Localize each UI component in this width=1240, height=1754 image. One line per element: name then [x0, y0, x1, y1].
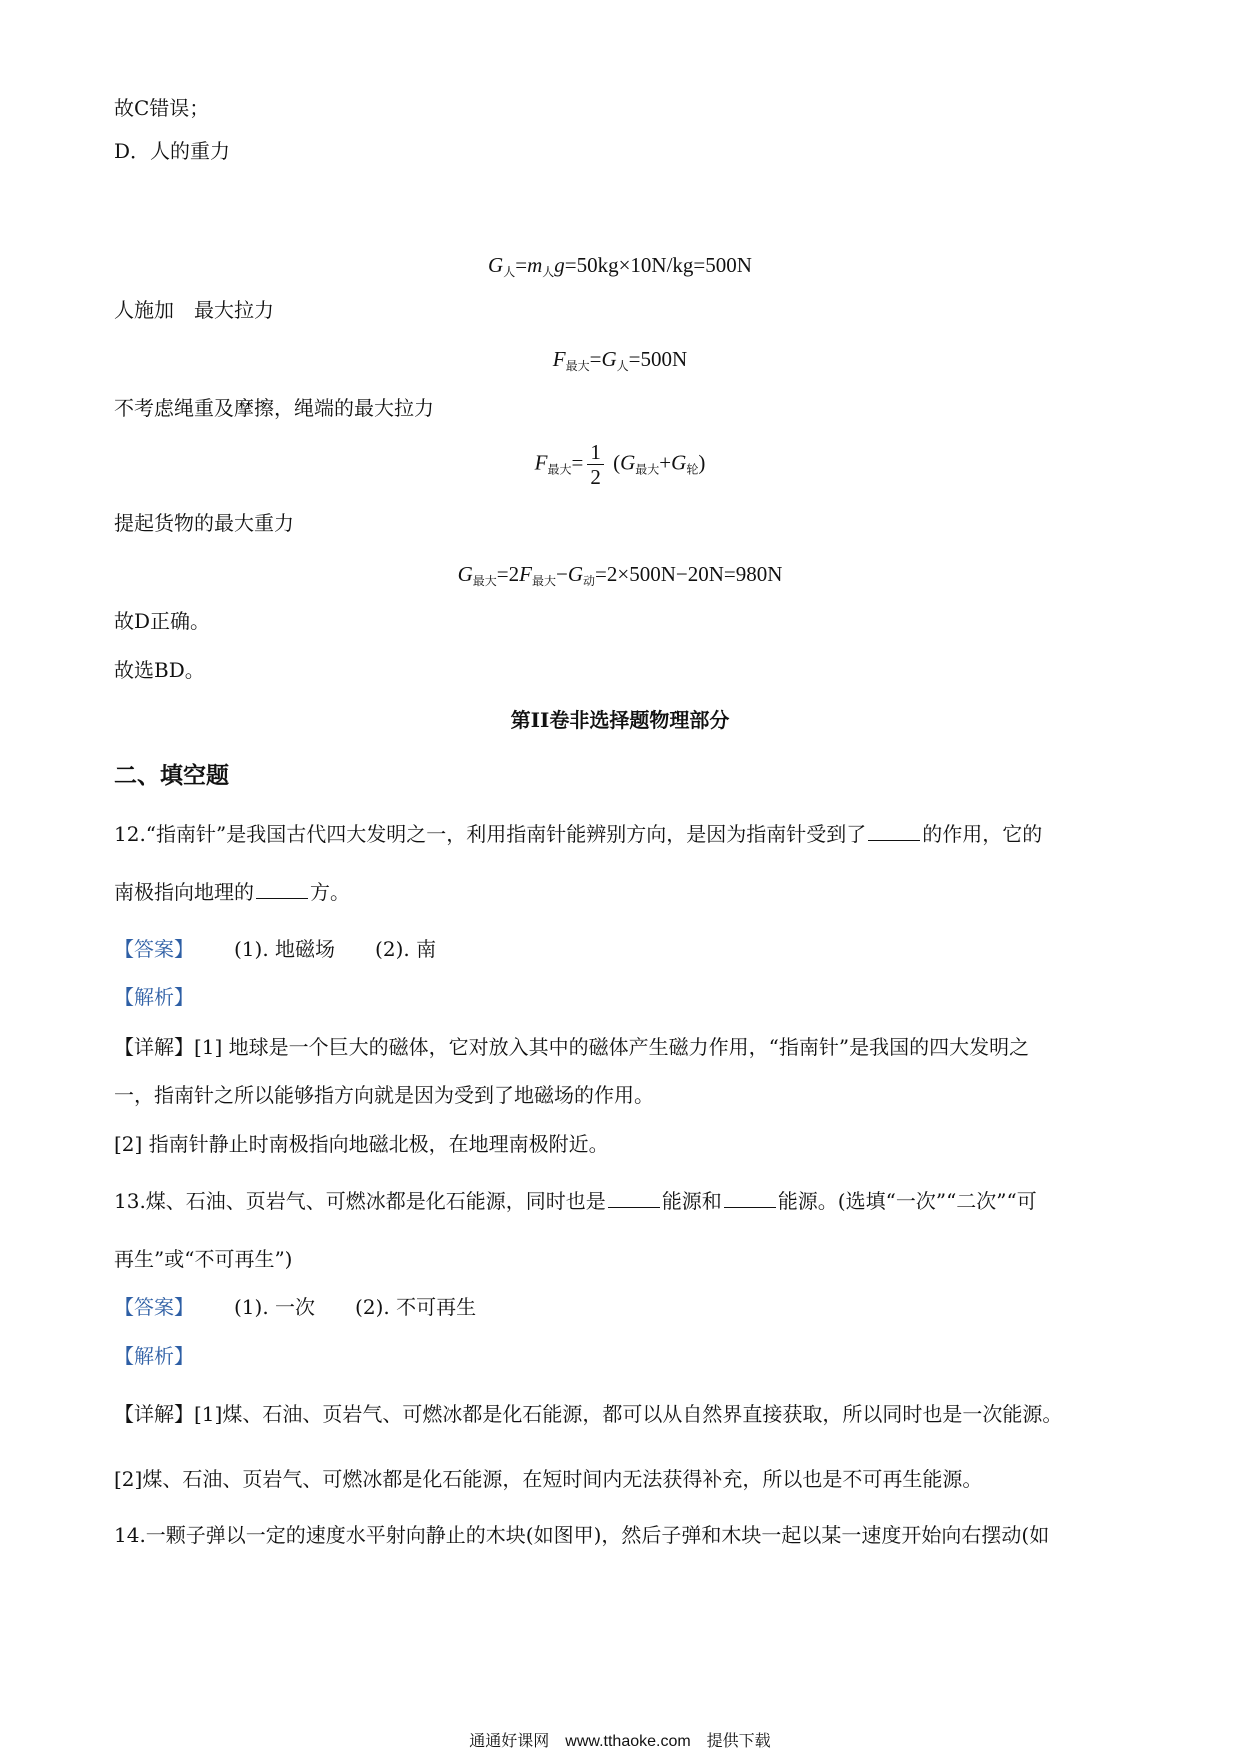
q14-line-1: 14.一颗子弹以一定的速度水平射向静止的木块(如图甲)，然后子弹和木块一起以某一速度开始向右摆动(如 [114, 1523, 1050, 1547]
q12-detail-3: [2] 指南针静止时南极指向地磁北极，在地理南极附近。 [114, 1132, 609, 1156]
formula-g-max: $G_{最大}=2F_{最大}-G_动=2\times 500N-20N=980N$ [457, 562, 783, 588]
blank-1 [868, 822, 920, 841]
blank-2 [256, 880, 308, 899]
formula-gravity-person: $G_人=m_人g=50kg\times 10N/kg=500N$ [488, 253, 752, 279]
fraction-one-half: $\frac{1}{2}$ [587, 440, 604, 489]
text-d-label: D．人的重力 [114, 139, 231, 163]
text-max-pull: 人施加 最大拉力 [114, 298, 274, 322]
part-two-title: 第II卷非选择题物理部分 [510, 708, 730, 732]
q13-analysis-label: 【解析】 [114, 1344, 194, 1368]
q12-line-2: 南极指向地理的 方。 [114, 880, 350, 904]
text-no-friction: 不考虑绳重及摩擦，绳端的最大拉力 [114, 396, 434, 420]
q13-line-1: 13.煤、石油、页岩气、可燃冰都是化石能源，同时也是 能源和 能源。(选填“一次”“二次”“可 [114, 1189, 1037, 1213]
answer-label: 【答案】 [114, 1295, 194, 1319]
q13-detail-1: 【详解】[1]煤、石油、页岩气、可燃冰都是化石能源，都可以从自然界直接获取，所以同时也是一次能源。 [114, 1402, 1063, 1426]
section-fill-blank: 二、填空题 [114, 762, 229, 789]
q12-detail-2: 一，指南针之所以能够指方向就是因为受到了地磁场的作用。 [114, 1083, 654, 1107]
text-max-goods: 提起货物的最大重力 [114, 511, 294, 535]
blank-4 [724, 1189, 776, 1208]
blank-3 [608, 1189, 660, 1208]
text-c-wrong: 故C错误； [114, 96, 210, 120]
formula-half: $F_{最大}=$ $\frac{1}{2}$ $(G_{最大}+G_轮)$ [534, 440, 706, 489]
q12-detail-1: 【详解】[1] 地球是一个巨大的磁体，它对放入其中的磁体产生磁力作用，“指南针”是我国的四大发明之 [114, 1035, 1030, 1059]
q12-line-1: 12.“指南针”是我国古代四大发明之一，利用指南针能辨别方向，是因为指南针受到了 的作用，它的 [114, 822, 1043, 846]
answer-label: 【答案】 [114, 937, 194, 961]
q12-answer: 【答案】 (1). 地磁场 (2). 南 [114, 937, 437, 961]
q13-line-2: 再生”或“不可再生”) [114, 1247, 293, 1271]
page-footer: 通通好课网 www.tthaoke.com 提供下载 [469, 1733, 771, 1750]
text-choose-bd: 故选BD。 [114, 658, 205, 682]
text-d-correct: 故D正确。 [114, 609, 211, 633]
q12-analysis-label: 【解析】 [114, 985, 194, 1009]
q13-answer: 【答案】 (1). 一次 (2). 不可再生 [114, 1295, 477, 1319]
formula-f-max: $F_{最大}=G_人=500N$ [552, 347, 688, 373]
q13-detail-2: [2]煤、石油、页岩气、可燃冰都是化石能源，在短时间内无法获得补充，所以也是不可再生能源。 [114, 1467, 983, 1491]
